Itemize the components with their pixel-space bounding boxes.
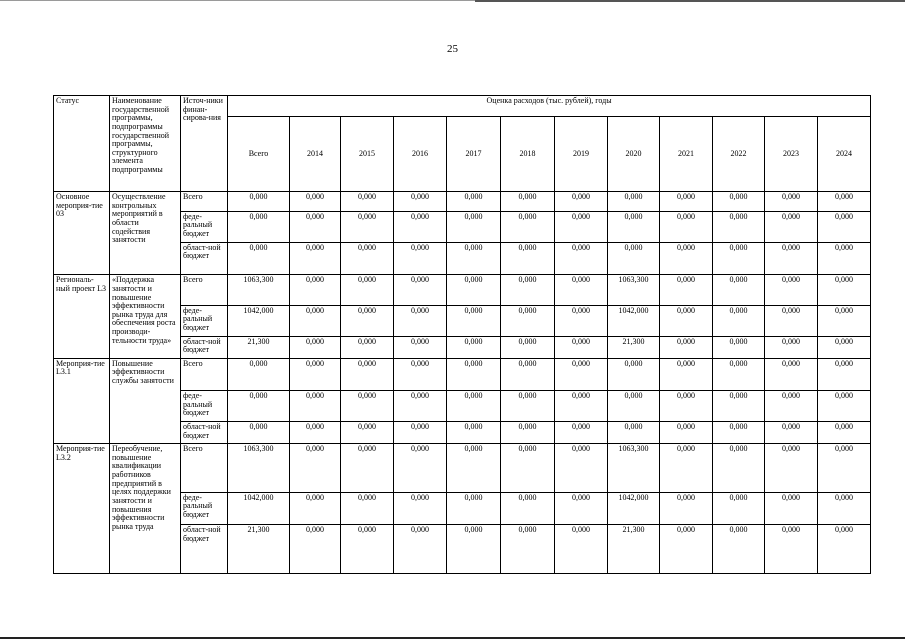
- total-value-cell: 0,000: [228, 391, 290, 422]
- year-value-cell: 0,000: [608, 422, 660, 444]
- year-value-cell: 0,000: [713, 358, 765, 390]
- bottom-edge-line: [0, 637, 905, 639]
- year-value-cell: 0,000: [555, 336, 608, 358]
- year-value-cell: 0,000: [555, 192, 608, 211]
- header-year: 2018: [501, 116, 555, 192]
- year-value-cell: 0,000: [501, 192, 555, 211]
- name-cell: Повышение эффективности службы занятости: [110, 358, 181, 444]
- year-value-cell: 0,000: [555, 444, 608, 493]
- year-value-cell: 0,000: [818, 211, 871, 242]
- year-value-cell: 0,000: [394, 336, 447, 358]
- year-value-cell: 0,000: [290, 492, 341, 524]
- status-cell: Мероприя-тие L3.1: [54, 358, 110, 444]
- year-value-cell: 0,000: [765, 525, 818, 574]
- header-row: [54, 96, 871, 117]
- year-value-cell: 0,000: [341, 391, 394, 422]
- year-value-cell: 0,000: [818, 305, 871, 336]
- year-value-cell: 0,000: [660, 525, 713, 574]
- year-value-cell: 0,000: [341, 242, 394, 274]
- header-year: 2021: [660, 116, 713, 192]
- year-value-cell: 0,000: [341, 444, 394, 493]
- year-value-cell: 0,000: [555, 525, 608, 574]
- year-value-cell: 0,000: [447, 391, 501, 422]
- header-source: Источ-ники финан-сирова-ния: [181, 96, 228, 192]
- year-value-cell: 0,000: [818, 275, 871, 305]
- year-value-cell: 0,000: [501, 492, 555, 524]
- year-value-cell: 0,000: [765, 358, 818, 390]
- year-value-cell: 0,000: [341, 336, 394, 358]
- year-value-cell: 0,000: [660, 211, 713, 242]
- name-cell: «Поддержка занятости и повышение эффективности рынка труда для обеспечения роста производи-тельности труда»: [110, 275, 181, 358]
- year-value-cell: 0,000: [394, 242, 447, 274]
- year-value-cell: 0,000: [713, 492, 765, 524]
- year-value-cell: 0,000: [394, 492, 447, 524]
- year-value-cell: 0,000: [660, 242, 713, 274]
- total-value-cell: 0,000: [228, 192, 290, 211]
- year-value-cell: 0,000: [818, 358, 871, 390]
- year-value-cell: 0,000: [660, 492, 713, 524]
- year-value-cell: 0,000: [447, 305, 501, 336]
- total-value-cell: 0,000: [228, 211, 290, 242]
- year-value-cell: 0,000: [501, 422, 555, 444]
- year-value-cell: 1063,300: [608, 275, 660, 305]
- total-value-cell: 0,000: [228, 422, 290, 444]
- year-value-cell: 0,000: [501, 358, 555, 390]
- year-value-cell: 0,000: [765, 422, 818, 444]
- year-value-cell: 0,000: [555, 305, 608, 336]
- year-value-cell: 0,000: [660, 336, 713, 358]
- year-value-cell: 0,000: [290, 525, 341, 574]
- header-year: 2024: [818, 116, 871, 192]
- total-value-cell: 1042,000: [228, 492, 290, 524]
- year-value-cell: 0,000: [818, 391, 871, 422]
- year-value-cell: 0,000: [713, 422, 765, 444]
- header-name: Наименование государственной программы, подпрограммы государственной программы, структурного элемента подпрограммы: [110, 96, 181, 192]
- year-value-cell: 0,000: [713, 211, 765, 242]
- year-value-cell: 0,000: [394, 391, 447, 422]
- year-value-cell: 0,000: [341, 525, 394, 574]
- status-cell: Мероприя-тие L3.2: [54, 444, 110, 574]
- total-value-cell: 0,000: [228, 358, 290, 390]
- year-value-cell: 0,000: [394, 305, 447, 336]
- header-year: 2023: [765, 116, 818, 192]
- year-value-cell: 0,000: [290, 275, 341, 305]
- total-value-cell: 21,300: [228, 525, 290, 574]
- total-value-cell: 21,300: [228, 336, 290, 358]
- year-value-cell: 0,000: [555, 275, 608, 305]
- top-edge-shadow: [475, 0, 905, 2]
- header-total: Всего: [228, 116, 290, 192]
- total-value-cell: 1042,000: [228, 305, 290, 336]
- year-value-cell: 0,000: [501, 336, 555, 358]
- year-value-cell: 21,300: [608, 336, 660, 358]
- year-value-cell: 0,000: [290, 192, 341, 211]
- year-value-cell: 0,000: [608, 391, 660, 422]
- data-row: [54, 275, 871, 305]
- year-value-cell: 0,000: [713, 305, 765, 336]
- total-value-cell: 1063,300: [228, 444, 290, 493]
- year-value-cell: 0,000: [713, 275, 765, 305]
- header-year: 2014: [290, 116, 341, 192]
- year-value-cell: 0,000: [501, 242, 555, 274]
- year-value-cell: 0,000: [555, 358, 608, 390]
- budget-table: [53, 95, 871, 574]
- year-value-cell: 0,000: [660, 358, 713, 390]
- year-value-cell: 0,000: [341, 422, 394, 444]
- header-year: 2015: [341, 116, 394, 192]
- year-value-cell: 0,000: [608, 192, 660, 211]
- year-value-cell: 0,000: [765, 242, 818, 274]
- total-value-cell: 1063,300: [228, 275, 290, 305]
- status-cell: Региональ-ный проект L3: [54, 275, 110, 358]
- name-cell: Осуществление контрольных мероприятий в области содействия занятости: [110, 192, 181, 275]
- year-value-cell: 0,000: [447, 242, 501, 274]
- year-value-cell: 0,000: [713, 192, 765, 211]
- year-value-cell: 0,000: [447, 192, 501, 211]
- year-value-cell: 0,000: [501, 211, 555, 242]
- year-value-cell: 0,000: [394, 192, 447, 211]
- year-value-cell: 0,000: [290, 391, 341, 422]
- header-status: Статус: [54, 96, 110, 192]
- source-cell: феде-ральный бюджет: [181, 391, 228, 422]
- year-value-cell: 0,000: [765, 336, 818, 358]
- year-value-cell: 1063,300: [608, 444, 660, 493]
- year-value-cell: 0,000: [290, 336, 341, 358]
- year-value-cell: 0,000: [765, 444, 818, 493]
- year-value-cell: 0,000: [341, 275, 394, 305]
- year-value-cell: 0,000: [447, 336, 501, 358]
- source-cell: феде-ральный бюджет: [181, 211, 228, 242]
- data-row: [54, 444, 871, 493]
- year-value-cell: 0,000: [660, 391, 713, 422]
- source-cell: феде-ральный бюджет: [181, 492, 228, 524]
- source-cell: област-ной бюджет: [181, 525, 228, 574]
- year-value-cell: 0,000: [765, 492, 818, 524]
- year-value-cell: 0,000: [394, 422, 447, 444]
- year-value-cell: 0,000: [447, 444, 501, 493]
- year-value-cell: 0,000: [447, 211, 501, 242]
- year-value-cell: 0,000: [341, 492, 394, 524]
- source-cell: област-ной бюджет: [181, 336, 228, 358]
- year-value-cell: 0,000: [765, 391, 818, 422]
- year-value-cell: 0,000: [660, 444, 713, 493]
- year-value-cell: 0,000: [660, 305, 713, 336]
- year-value-cell: 0,000: [818, 192, 871, 211]
- year-value-cell: 0,000: [765, 192, 818, 211]
- header-cost-estimate: Оценка расходов (тыс. рублей), годы: [228, 96, 871, 117]
- year-value-cell: 0,000: [447, 275, 501, 305]
- header-year: 2022: [713, 116, 765, 192]
- year-value-cell: 0,000: [555, 211, 608, 242]
- year-value-cell: 0,000: [341, 358, 394, 390]
- year-value-cell: 0,000: [501, 525, 555, 574]
- source-cell: Всего: [181, 444, 228, 493]
- year-value-cell: 0,000: [555, 422, 608, 444]
- year-value-cell: 0,000: [608, 242, 660, 274]
- year-value-cell: 0,000: [290, 211, 341, 242]
- total-value-cell: 0,000: [228, 242, 290, 274]
- page-number: 25: [447, 43, 458, 55]
- year-value-cell: 0,000: [660, 422, 713, 444]
- year-value-cell: 0,000: [447, 492, 501, 524]
- year-value-cell: 0,000: [608, 211, 660, 242]
- year-value-cell: 0,000: [713, 242, 765, 274]
- year-value-cell: 0,000: [290, 242, 341, 274]
- year-value-cell: 0,000: [341, 192, 394, 211]
- status-cell: Основное мероприя-тие 03: [54, 192, 110, 275]
- year-value-cell: 0,000: [765, 211, 818, 242]
- year-value-cell: 0,000: [290, 422, 341, 444]
- year-value-cell: 0,000: [394, 358, 447, 390]
- source-cell: Всего: [181, 358, 228, 390]
- year-value-cell: 0,000: [341, 211, 394, 242]
- header-year: 2017: [447, 116, 501, 192]
- year-value-cell: 0,000: [501, 305, 555, 336]
- year-value-cell: 0,000: [713, 525, 765, 574]
- year-value-cell: 0,000: [394, 275, 447, 305]
- year-value-cell: 0,000: [660, 192, 713, 211]
- year-value-cell: 0,000: [818, 444, 871, 493]
- year-value-cell: 0,000: [660, 275, 713, 305]
- year-value-cell: 0,000: [501, 275, 555, 305]
- year-value-cell: 0,000: [394, 211, 447, 242]
- year-value-cell: 0,000: [555, 391, 608, 422]
- year-value-cell: 0,000: [290, 305, 341, 336]
- year-value-cell: 21,300: [608, 525, 660, 574]
- year-value-cell: 0,000: [290, 358, 341, 390]
- name-cell: Переобучение, повышение квалификации работников предприятий в целях поддержки занятости и повышения эффективности рынка труда: [110, 444, 181, 574]
- year-value-cell: 0,000: [447, 525, 501, 574]
- year-value-cell: 0,000: [394, 525, 447, 574]
- year-value-cell: 0,000: [713, 444, 765, 493]
- year-value-cell: 0,000: [555, 492, 608, 524]
- data-row: [54, 358, 871, 390]
- header-year: 2020: [608, 116, 660, 192]
- year-value-cell: 0,000: [394, 444, 447, 493]
- year-value-cell: 0,000: [818, 336, 871, 358]
- year-value-cell: 0,000: [818, 525, 871, 574]
- source-cell: Всего: [181, 275, 228, 305]
- source-cell: феде-ральный бюджет: [181, 305, 228, 336]
- year-value-cell: 1042,000: [608, 492, 660, 524]
- header-year: 2016: [394, 116, 447, 192]
- header-year: 2019: [555, 116, 608, 192]
- year-value-cell: 0,000: [713, 391, 765, 422]
- year-value-cell: 0,000: [447, 422, 501, 444]
- year-value-cell: 0,000: [501, 444, 555, 493]
- source-cell: Всего: [181, 192, 228, 211]
- year-value-cell: 0,000: [713, 336, 765, 358]
- year-value-cell: 0,000: [290, 444, 341, 493]
- data-row: [54, 192, 871, 211]
- year-value-cell: 0,000: [818, 492, 871, 524]
- source-cell: област-ной бюджет: [181, 422, 228, 444]
- year-value-cell: 0,000: [501, 391, 555, 422]
- year-value-cell: 0,000: [447, 358, 501, 390]
- year-value-cell: 0,000: [818, 242, 871, 274]
- year-value-cell: 0,000: [555, 242, 608, 274]
- year-value-cell: 0,000: [765, 305, 818, 336]
- year-value-cell: 0,000: [341, 305, 394, 336]
- source-cell: област-ной бюджет: [181, 242, 228, 274]
- year-value-cell: 0,000: [818, 422, 871, 444]
- year-value-cell: 0,000: [608, 358, 660, 390]
- year-value-cell: 0,000: [765, 275, 818, 305]
- year-value-cell: 1042,000: [608, 305, 660, 336]
